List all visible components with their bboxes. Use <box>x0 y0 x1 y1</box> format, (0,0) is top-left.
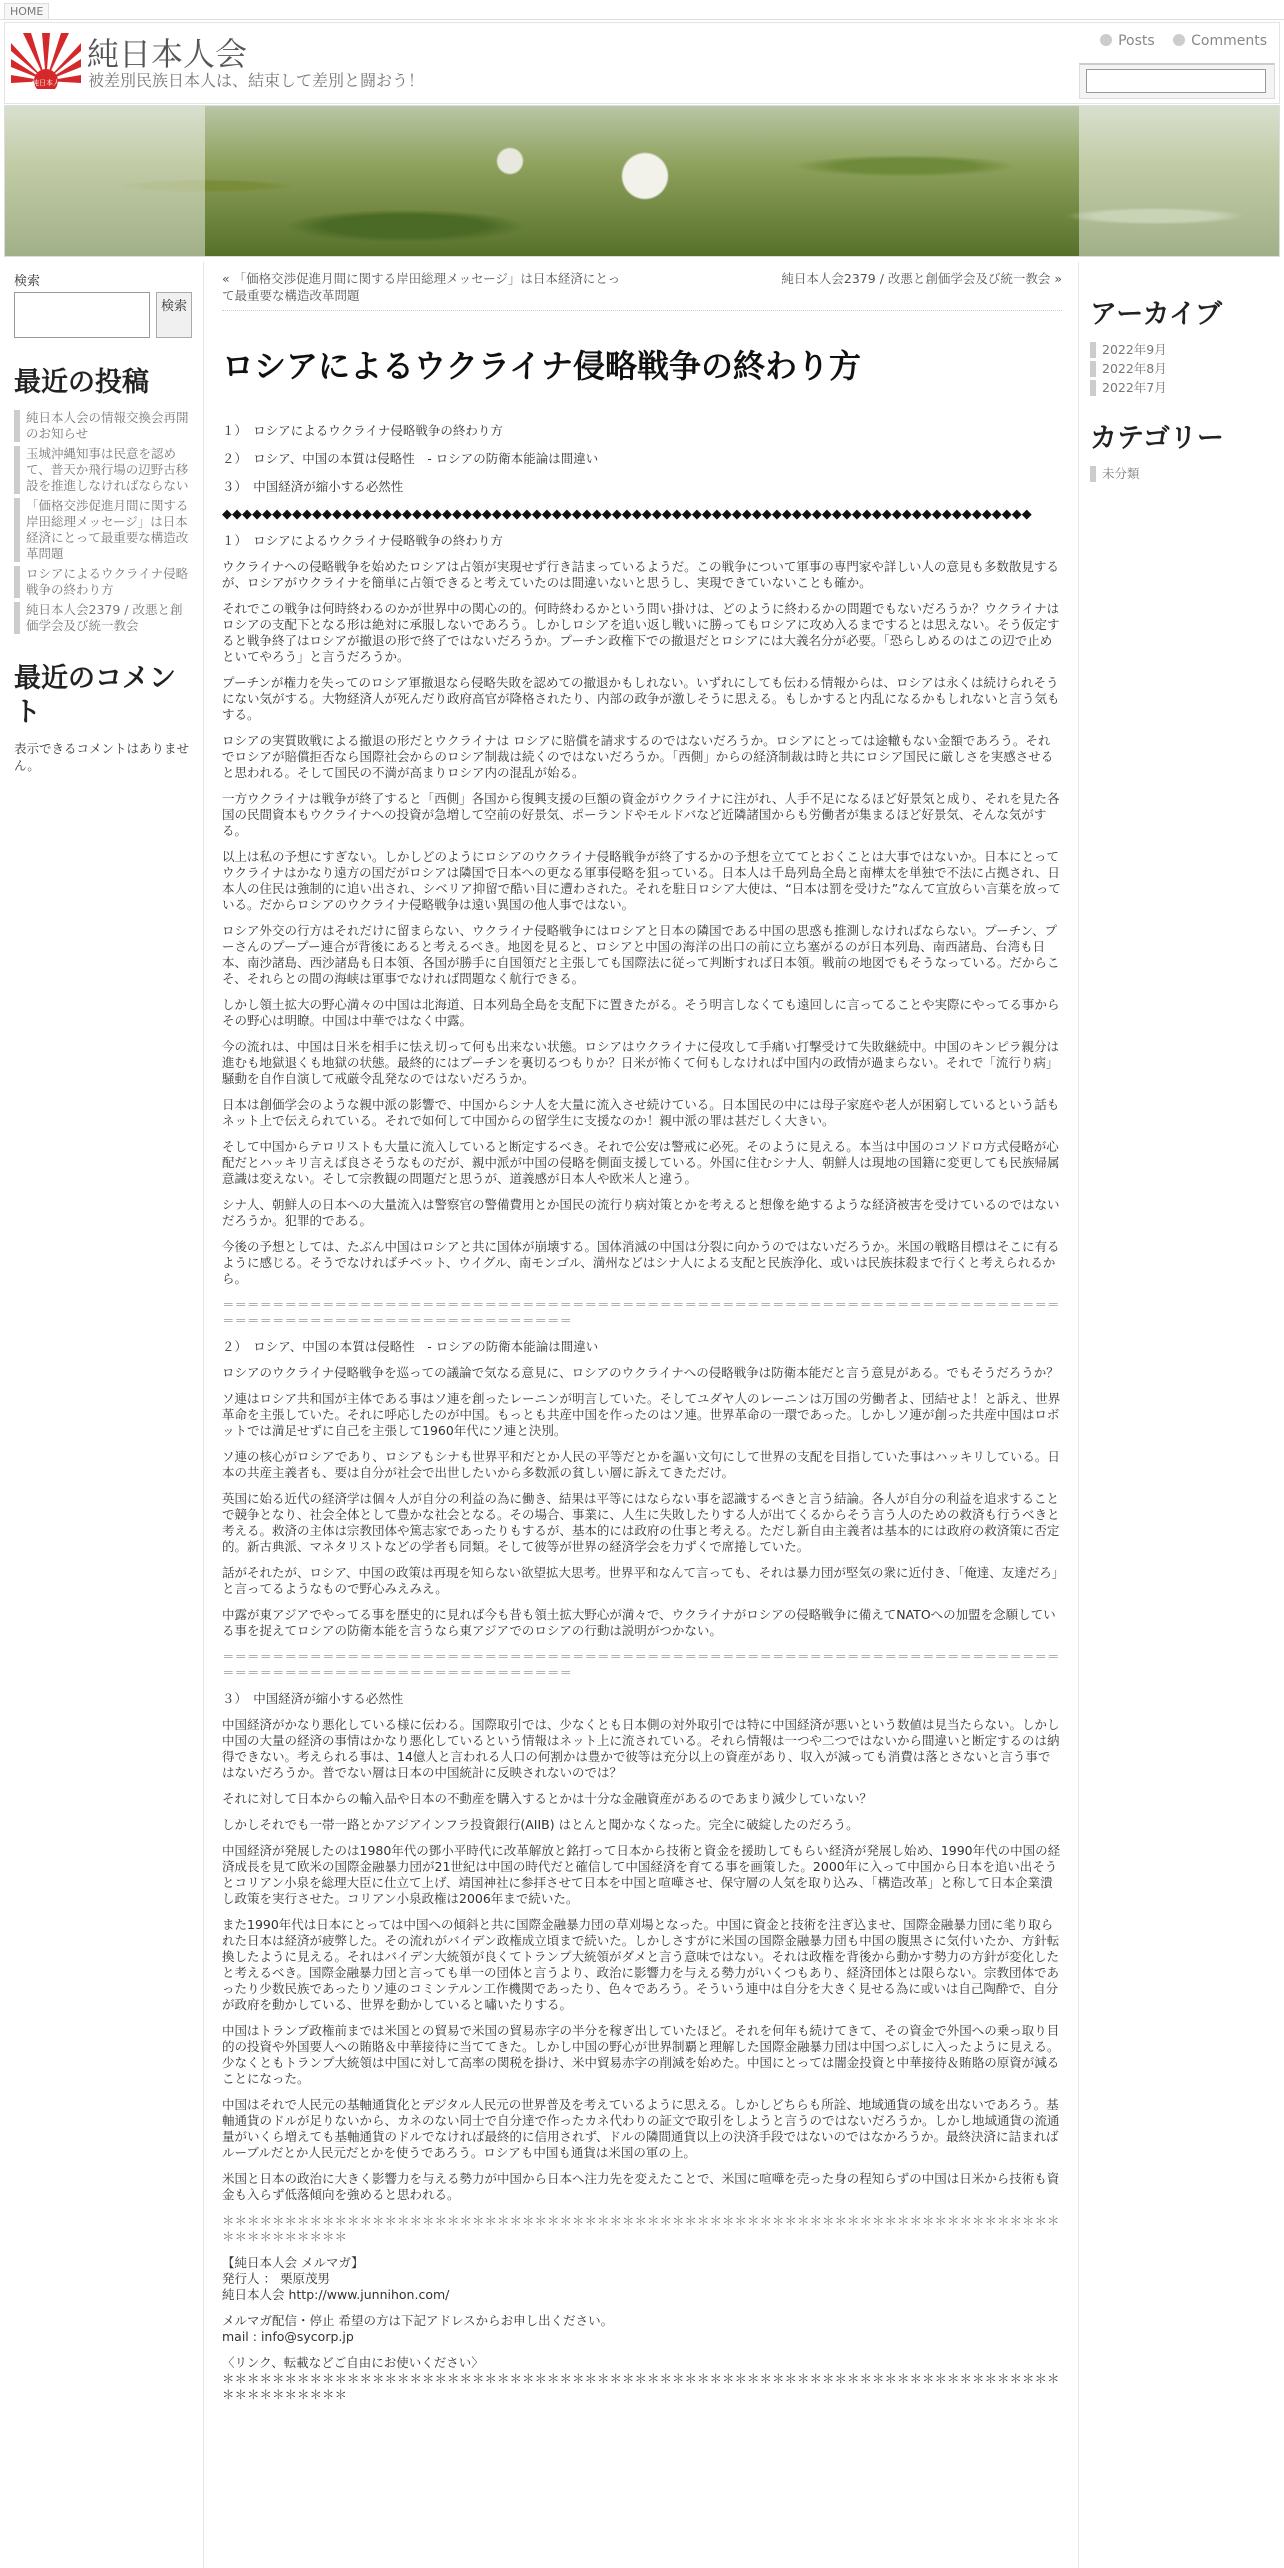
post-paragraph: ２） ロシア、中国の本質は侵略性 - ロシアの防衛本能論は間違い <box>222 1339 599 1354</box>
post-paragraph: ウクライナへの侵略戦争を始めたロシアは占領が実現せず行き詰まっているようだ。この戦争について軍事の専門家や詳しい人の意見も多数散見するが、ロシアがウクライナを簡単に占領できると考えていたのは間違いないと思うし、実現できていないことも確か。 <box>222 559 1059 590</box>
post-paragraph: メルマガ配信・停止 希望の方は下記アドレスからお申し出ください。 mail : info@sycorp.jp <box>222 2313 614 2344</box>
post-paragraph: ３） 中国経済が縮小する必然性 <box>222 1691 404 1706</box>
recent-post-link[interactable]: 玉城沖縄知事は民意を認めて、普天か飛行場の辺野古移設を推進しなければならない <box>14 446 194 494</box>
recent-post-link[interactable]: 「価格交渉促進月間に関する岸田総理メッセージ」は日本経済にとって最重要な構造改革問題 <box>14 498 194 562</box>
post-paragraph: ＝＝＝＝＝＝＝＝＝＝＝＝＝＝＝＝＝＝＝＝＝＝＝＝＝＝＝＝＝＝＝＝＝＝＝＝＝＝＝＝＝＝＝＝＝＝＝＝＝＝＝＝＝＝＝＝＝＝＝＝＝＝＝＝＝＝＝＝＝＝＝＝＝＝＝＝＝＝＝＝＝＝＝＝＝＝＝＝＝＝＝＝＝＝＝ <box>222 1297 1060 1328</box>
post-paragraph: 〈リンク、転載などご自由にお使いください〉 ＊＊＊＊＊＊＊＊＊＊＊＊＊＊＊＊＊＊＊＊＊＊＊＊＊＊＊＊＊＊＊＊＊＊＊＊＊＊＊＊＊＊＊＊＊＊＊＊＊＊＊＊＊＊＊＊＊＊＊＊＊＊＊＊＊＊＊＊＊＊＊＊＊＊＊＊＊ <box>222 2355 1060 2402</box>
recent-posts-heading: 最近の投稿 <box>14 367 149 398</box>
post-paragraph: それでこの戦争は何時終わるのかが世界中の関心の的。何時終わるかという問い掛けは、どのように終わるかの問題でもないだろうか？ウクライナはロシアの支配下となる形は絶対に承服しないであろう。しかしロシアを追い返し戦いに勝ってもロシアに攻め入るまでするとは思えない。そう仮定すると戦争終了はロシアが撤退の形で終了ではないだろうか。プーチン政権下での撤退だとロシアには大義名分が必要。「恐らしめるのはこの辺で止めといてやろう」と言うだろうか。 <box>222 601 1060 664</box>
post-navigation <box>222 270 1062 311</box>
post-paragraph: シナ人、朝鮮人の日本への大量流入は警察官の警備費用とか国民の流行り病対策とかを考えると想像を絶するような経済被害を受けているのではないだろうか。犯罪的である。 <box>222 1197 1060 1228</box>
post-paragraph: ロシアのウクライナ侵略戦争を巡っての議論で気なる意見に、ロシアのウクライナへの侵略戦争は防衛本能だと言う意見がある。でもそうだろうか？ <box>222 1365 1059 1380</box>
post-paragraph: 今の流れは、中国は日米を相手に怯え切って何も出来ない状態。ロシアはウクライナに侵攻して手痛い打撃受けて失敗継続中。中国のキンピラ親分は進むも地獄退くも地獄の状態。最終的にはプーチンを裏切るつもりか？日米が怖くて何もしなければ中国内の政情が過まらない。それで「流行り病」騒動を自作自演して戒厳令乱発なのではないだろうか。 <box>222 1039 1060 1086</box>
post-paragraph: 中国経済が発展したのは1980年代の鄧小平時代に改革解放と銘打って日本から技術と資金を援助してもらい経済が発展し始め、1990年代の中国の経済成長を見て欧米の国際金融暴力団が21世紀は中国の時代だと確信して中国経済を育てる事を画策した。2000年に入って中国から日本を追い出そうとコリアン小泉を総理大臣に仕立て上げ、靖国神社に参拝させて日本を中国と喧嘩させ、保守層の人気を取り込み、「構造改革」と称して日本企業潰し政策を実行させた。コリアン小泉政権は2006年まで続いた。 <box>222 1843 1061 1906</box>
post-body <box>222 423 1062 2403</box>
sidebar-search-input[interactable] <box>14 292 150 338</box>
comment-icon <box>1173 34 1185 46</box>
post-paragraph: そして中国からテロリストも大量に流入していると断定するべき。それで公安は警戒に必死。そのように見える。本当は中国のコソドロ方式侵略が心配だとハッキリ言えば良さそうなものだが、親中派が中国の侵略を側面支援している。外国に住むシナ人、朝鮮人は現地の国籍に変更しても民族帰属意識は変えない。そして宗教観の問題だと思うが、道義感が日本人や欧米人と違う。 <box>222 1139 1060 1186</box>
post-paragraph: しかし領土拡大の野心満々の中国は北海道、日本列島全島を支配下に置きたがる。そう明言しなくても遠回しに言ってることや実際にやってる事からその野心は明瞭。中国は中華ではなく中露。 <box>222 997 1060 1028</box>
recent-post-link[interactable]: ロシアによるウクライナ侵略戦争の終わり方 <box>14 566 194 598</box>
archives-list <box>1090 342 1270 396</box>
posts-feed-link[interactable]: Posts <box>1100 33 1155 49</box>
post-paragraph: 米国と日本の政治に大きく影響力を与える勢力が中国から日本へ注力先を変えたことで、米国に喧嘩を売った身の程知らずの中国は日米から技術も資金も入らず低落傾向を強めると思われる。 <box>222 2171 1060 2202</box>
recent-comments-heading: 最近のコメント <box>14 663 176 728</box>
site-description: 被差別民族日本人は、結束して差別と闘おう！ <box>88 71 425 90</box>
post-paragraph: 中露が東アジアでやってる事を歴史的に見れば今も昔も領土拡大野心が満々で、ウクライナがロシアの侵略戦争に備えてNATOへの加盟を念願している事を捉えてロシアの防衛本能を言うなら東アジアでのロシアの行動は説明がつかない。 <box>222 1607 1056 1638</box>
post-paragraph: 今後の予想としては、たぶん中国はロシアと共に国体が崩壊する。国体消滅の中国は分裂に向かうのではないだろうか。米国の戦略目標はそこに有るように感じる。そうでなければチベット、ウイグル、南モンゴル、満州などはシナ人による支配と民族浄化、或いは民族抹殺まで行くと考えられるから。 <box>222 1239 1060 1286</box>
no-comments-text: 表示できるコメントはありません。 <box>14 741 190 773</box>
left-sidebar <box>14 270 194 774</box>
header-banner-image <box>4 105 1280 257</box>
post-paragraph: 以上は私の予想にすぎない。しかしどのようにロシアのウクライナ侵略戦争が終了するかの予想を立ててとおくことは大事ではないか。日本にとってウクライナはかなり遠方の国だがロシアは隣国で日本への更なる軍事侵略を狙っている。日本人は千島列島全島と南樺太を単独で不法に占拠され、日本人の住民は強制的に追い出され、シベリア抑留で酷い目に遭わされた。それを駐日ロシア大使は、“日本は罰を受けた”なんて宣放らい言葉を放っている。だからロシアのウクライナ侵略戦争は遠い異国の他人事ではない。 <box>222 849 1061 912</box>
post-paragraph: ◆◆◆◆◆◆◆◆◆◆◆◆◆◆◆◆◆◆◆◆◆◆◆◆◆◆◆◆◆◆◆◆◆◆◆◆◆◆◆◆◆◆◆◆◆◆◆◆◆◆◆◆◆◆◆◆◆◆◆◆◆◆◆◆◆◆◆◆◆◆◆◆◆◆◆◆◆◆◆◆◆ <box>222 507 1032 522</box>
post-paragraph: しかしそれでも一帯一路とかアジアインフラ投資銀行(AIIB) はとんと聞かなくなった。完全に破綻したのだろう。 <box>222 1817 859 1832</box>
post-paragraph: 中国経済がかなり悪化している様に伝わる。国際取引では、少なくとも日本側の対外取引では特に中国経済が悪いという数値は見当たらない。しかし中国の大量の経済の事情はかなり悪化しているという情報はネット上に流されている。それら情報は一つや二つではないから間違いと断定するのは納得できない。考えられる事は、14億人と言われる人口の何割かは豊かで彼等は充分以上の資産があり、収入が減っても消費は落とさないと言う事ではないだろうか。普でない層は日本の中国統計に反映されないのでは？ <box>222 1717 1060 1780</box>
header-search-input[interactable] <box>1086 69 1266 93</box>
archives-heading: アーカイブ <box>1090 299 1223 330</box>
post-paragraph: ＊＊＊＊＊＊＊＊＊＊＊＊＊＊＊＊＊＊＊＊＊＊＊＊＊＊＊＊＊＊＊＊＊＊＊＊＊＊＊＊＊＊＊＊＊＊＊＊＊＊＊＊＊＊＊＊＊＊＊＊＊＊＊＊＊＊＊＊＊＊＊＊＊＊＊＊＊ <box>222 2213 1060 2244</box>
post-paragraph: 中国はそれで人民元の基軸通貨化とデジタル人民元の世界普及を考えているように思える。しかしどちらも所詮、地域通貨の域を出ないであろう。基軸通貨のドルが足りないから、カネのない同士で自分達で作ったカネ代わりの証文で取引をしようと言うのではないだろうか。しかし地域通貨の流通量がいくら増えても基軸通貨のドルでなければ最終的に信用されず、ドルの隣間通貨以上の決済手段ではないのではなかろうか。最終決済に詰まればルーブルだとか人民元だとかを使うであろう。ロシアも中国も通貨は米国の軍の上。 <box>222 2097 1060 2160</box>
next-post-link[interactable]: 純日本人会2379 / 改悪と創価学会及び統一教会 » <box>781 271 1062 286</box>
post-paragraph: 話がそれたが、ロシア、中国の政策は再現を知らない欲望拡大思考。世界平和なんて言っても、それは暴力団が堅気の衆に近付き、「俺達、友達だろ」と言ってるようなもので野心みえみえ。 <box>222 1565 1059 1596</box>
post-paragraph: １） ロシアによるウクライナ侵略戦争の終わり方 <box>222 423 503 438</box>
post-paragraph: ＝＝＝＝＝＝＝＝＝＝＝＝＝＝＝＝＝＝＝＝＝＝＝＝＝＝＝＝＝＝＝＝＝＝＝＝＝＝＝＝＝＝＝＝＝＝＝＝＝＝＝＝＝＝＝＝＝＝＝＝＝＝＝＝＝＝＝＝＝＝＝＝＝＝＝＝＝＝＝＝＝＝＝＝＝＝＝＝＝＝＝＝＝＝＝ <box>222 1649 1060 1680</box>
post-paragraph: １） ロシアによるウクライナ侵略戦争の終わり方 <box>222 533 503 548</box>
post-paragraph: 英国に始る近代の経済学は個々人が自分の利益の為に働き、結果は平等にはならない事を認識するべきと言う結論。各人が自分の利益を追求することで競争となり、社会全体として豊かな社会となる。その場合、事業に、人生に失敗したりする人が出てくるからそう言う人のための救済も行うべきと考える。救済の主体は宗教団体や篤志家であったりもするが、基本的には政府の仕事と考える。ただし新自由主義者は基本的には政府の救済策に否定的。新古典派、マネタリストなどの学者も同類。そして彼等が世界の経済学会を力ずくで席捲していた。 <box>222 1491 1060 1554</box>
post-paragraph: 一方ウクライナは戦争が終了すると「西側」各国から復興支援の巨額の資金がウクライナに注がれ、人手不足になるほど好景気と成り、それを見た各国の民間資本もウクライナへの投資が急増して空前の好景気、ポーランドやモルドバなど近隣諸国からも労働者が集まるほど好景気、そんな気がする。 <box>222 791 1060 838</box>
recent-post-link[interactable]: 純日本人会2379 / 改悪と創価学会及び統一教会 <box>14 602 194 634</box>
post-paragraph: 【純日本人会 メルマガ】 発行人 ： 栗原茂男 純日本人会 http://www.junnihon.com/ <box>222 2255 450 2302</box>
header-search <box>1079 63 1275 99</box>
right-sidebar <box>1090 298 1270 485</box>
previous-post-link[interactable]: « 「価格交渉促進月間に関する岸田総理メッセージ」は日本経済にとって最重要な構造改革問題 <box>222 271 621 303</box>
recent-post-link[interactable]: 純日本人会の情報交換会再開のお知らせ <box>14 410 194 442</box>
post-title: ロシアによるウクライナ侵略戦争の終わり方 <box>222 347 862 385</box>
comments-feed-link[interactable]: Comments <box>1173 33 1267 49</box>
categories-heading: カテゴリー <box>1090 423 1224 454</box>
post-paragraph: ２） ロシア、中国の本質は侵略性 - ロシアの防衛本能論は間違い <box>222 451 599 466</box>
categories-list <box>1090 466 1270 482</box>
logo-text: 純日本人 <box>32 79 60 87</box>
site-header <box>4 22 1280 104</box>
archive-link[interactable]: 2022年9月 <box>1090 342 1270 358</box>
nav-home-link[interactable]: HOME <box>4 3 49 20</box>
archive-link[interactable]: 2022年8月 <box>1090 361 1270 377</box>
archive-link[interactable]: 2022年7月 <box>1090 380 1270 396</box>
post-paragraph: ソ連の核心がロシアであり、ロシアもシナも世界平和だとか人民の平等だとかを謳い文句にして世界の支配を目指していた事はハッキリしている。日本の共産主義者も、要は自分が社会で出世したいから多数派の貧しい層に訴えてきただけ。 <box>222 1449 1060 1480</box>
post-paragraph: ソ連はロシア共和国が主体である事はソ連を創ったレーニンが明言していた。そしてユダヤ人のレーニンは万国の労働者よ、団結せよ！と訴え、世界革命を主張していた。それに呼応したのが中国。もっとも共産中国を作ったのはソ連。世界革命の一環であった。しかしソ連が創った共産中国はロボットでは満足せずに自己を主張して1960年代にソ連と決別。 <box>222 1391 1061 1438</box>
post-paragraph: プーチンが権力を失ってのロシア軍撤退なら侵略失敗を認めての撤退かもしれない。いずれにしても伝わる情報からは、ロシアは永くは続けられそうにない気がする。大物経済人が死んだり政府高官が降格されたり、内部の政争が激しそうに思える。もしかすると内乱になるかもしれないと言う気もする。 <box>222 675 1060 722</box>
search-label: 検索 <box>14 274 41 289</box>
recent-posts-list <box>14 410 194 634</box>
site-logo[interactable] <box>11 33 81 89</box>
top-nav <box>0 0 1284 20</box>
category-link[interactable]: 未分類 <box>1090 466 1270 482</box>
post-paragraph: 中国はトランプ政権前までは米国との貿易で米国の貿易赤字の半分を稼ぎ出していたほど。それを何年も続けてきて、その資金で外国への乗っ取り目的の投資や外国要人への賄賂＆中華接待に当ててきた。しかし中国の野心が世界制覇と理解した国際金融暴力団は中国つぶしに入ったように見える。少なくともトランプ大統領は中国に対して高率の関税を掛け、米中貿易赤字の削減を始めた。中国にとっては闇金投資と中華接待＆賄賂の原資が減ることになった。 <box>222 2023 1060 2086</box>
post-content-area <box>222 270 1062 2413</box>
post-paragraph: また1990年代は日本にとっては中国への傾斜と共に国際金融暴力団の草刈場となった。中国に資金と技術を注ぎ込ませ、国際金融暴力団に毟り取られた日本は経済が疲弊した。その流れがバイデン政権成立頃まで続いた。しかしさすがに米国の国際金融暴力団も中国の腹黒さに気付いたか、方針転換したように見える。それはバイデン大統領が良くてトランプ大統領がダメと言う意味ではない。それは政権を背後から動かす勢力の方針が変化したと考えるべき。国際金融暴力団と言っても単一の団体と言うより、政治に影響力を与える勢力がいくつもあり、経済団体とは限らない。宗教団体であったり少数民族であったりソ連のコミンテルン工作機関であったり、色々であろう。そういう連中は自分を大きく見せる為に或いは自己陶酔で、自分が政府を動かしている、世界を動かしていると嘯いたりする。 <box>222 1917 1060 2012</box>
sidebar-search-button[interactable]: 検索 <box>156 292 192 338</box>
site-title[interactable]: 純日本人会 <box>87 35 248 73</box>
post-paragraph: それに対して日本からの輸入品や日本の不動産を購入するとかは十分な金融資産があるのであまり減少していない？ <box>222 1791 873 1806</box>
post-paragraph: ロシア外交の行方はそれだけに留まらない、ウクライナ侵略戦争にはロシアと日本の隣国である中国の思惑も推測しなければならない。プーチン、プーさんのプープー連合が背後にあると考えるべき。地図を見ると、ロシアと中国の海洋の出口の前に立ち塞がるのが日本列島、南西諸島、台湾も日本、南沙諸島、西沙諸島も日本領、各国が勝手に自国領だと主張しても国際法に従って判断すれば日本領。戦前の地図でもそうなっている。だからこそ、それらとの間の海峡は軍事でなければ問題なく航行できる。 <box>222 923 1060 986</box>
post-paragraph: ３） 中国経済が縮小する必然性 <box>222 479 404 494</box>
rss-icon <box>1100 34 1112 46</box>
post-paragraph: ロシアの実質敗戦による撤退の形だとウクライナは ロシアに賠償を請求するのではないだろうか。ロシアにとっては途轍もない金額であろう。それでロシアが賠償拒否なら国際社会からのロシア制裁は続くのではないだろうか。「西側」からの経済制裁は時と共にロシア国民に厳しさを実感させると思われる。そして国民の不満が高まりロシア内の混乱が始る。 <box>222 733 1054 780</box>
feed-links <box>1086 33 1267 49</box>
post-paragraph: 日本は創価学会のような親中派の影響で、中国からシナ人を大量に流入させ続けている。日本国民の中には母子家庭や老人が困窮しているという話もネット上で伝えられている。それで如何して中国からの留学生に支援なのか！親中派の罪は甚だしく大きい。 <box>222 1097 1060 1128</box>
